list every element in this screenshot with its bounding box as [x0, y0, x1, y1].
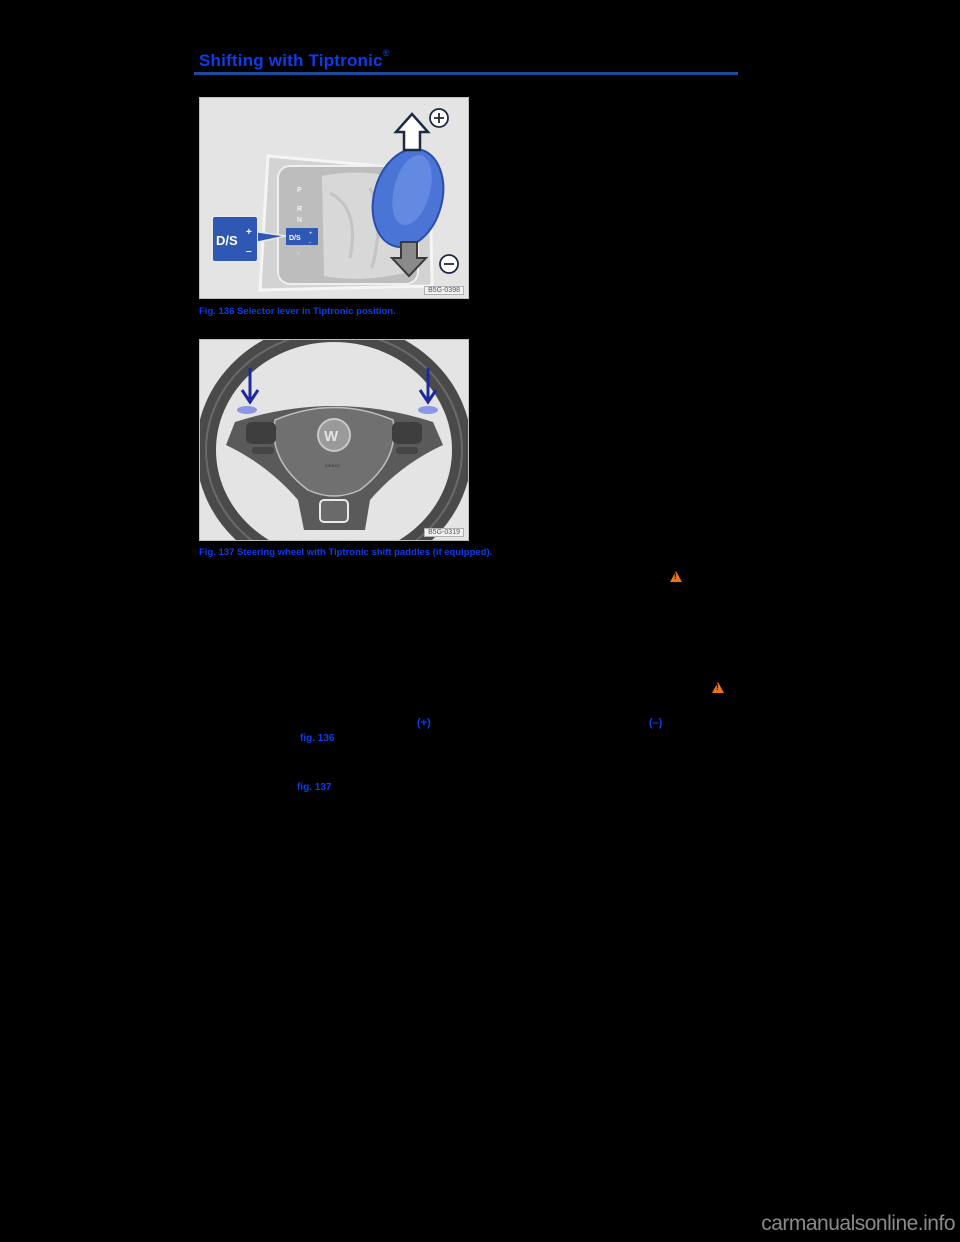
shift-paddle-right — [418, 406, 438, 414]
figure-caption: Fig. 136 Selector lever in Tiptronic position. — [199, 306, 396, 317]
warning-triangle-icon[interactable] — [670, 571, 682, 582]
figure-link-136[interactable]: fig. 136 — [300, 733, 335, 744]
shift-paddle-left — [237, 406, 257, 414]
minus-reference: (–) — [649, 717, 663, 729]
svg-text:–: – — [246, 246, 252, 257]
page-title — [199, 48, 390, 71]
figure-caption: Fig. 137 Steering wheel with Tiptronic shift paddles (if equipped). — [199, 547, 493, 558]
figure-steering-wheel — [199, 339, 469, 541]
svg-text:D/S: D/S — [289, 235, 301, 242]
registered-mark: ® — [382, 48, 390, 59]
svg-text:W: W — [324, 428, 339, 445]
steering-wheel-illustration — [200, 340, 468, 540]
plus-reference: (+) — [417, 717, 431, 729]
title-divider — [194, 72, 738, 75]
svg-text:D/S: D/S — [216, 233, 238, 248]
figure-selector-lever — [199, 97, 469, 299]
svg-text:+: + — [309, 231, 313, 237]
gear-indicator — [297, 187, 302, 224]
svg-text:P: P — [297, 187, 302, 194]
figure-code: B5G-0398 — [424, 286, 464, 295]
page-title-text: Shifting with Tiptronic — [199, 51, 383, 70]
svg-text:N: N — [297, 217, 303, 224]
watermark: carmanualsonline.info — [761, 1212, 955, 1235]
figure-link-137[interactable]: fig. 137 — [297, 782, 332, 793]
svg-text:AIRBAG: AIRBAG — [325, 463, 341, 468]
svg-text:+: + — [246, 227, 252, 238]
svg-text:R: R — [297, 206, 303, 213]
warning-triangle-icon[interactable] — [712, 682, 724, 693]
figure-code: B5G-0319 — [424, 528, 464, 537]
svg-text:▿: ▿ — [297, 251, 301, 257]
svg-text:-: - — [309, 240, 311, 246]
selector-lever-illustration — [200, 98, 468, 298]
